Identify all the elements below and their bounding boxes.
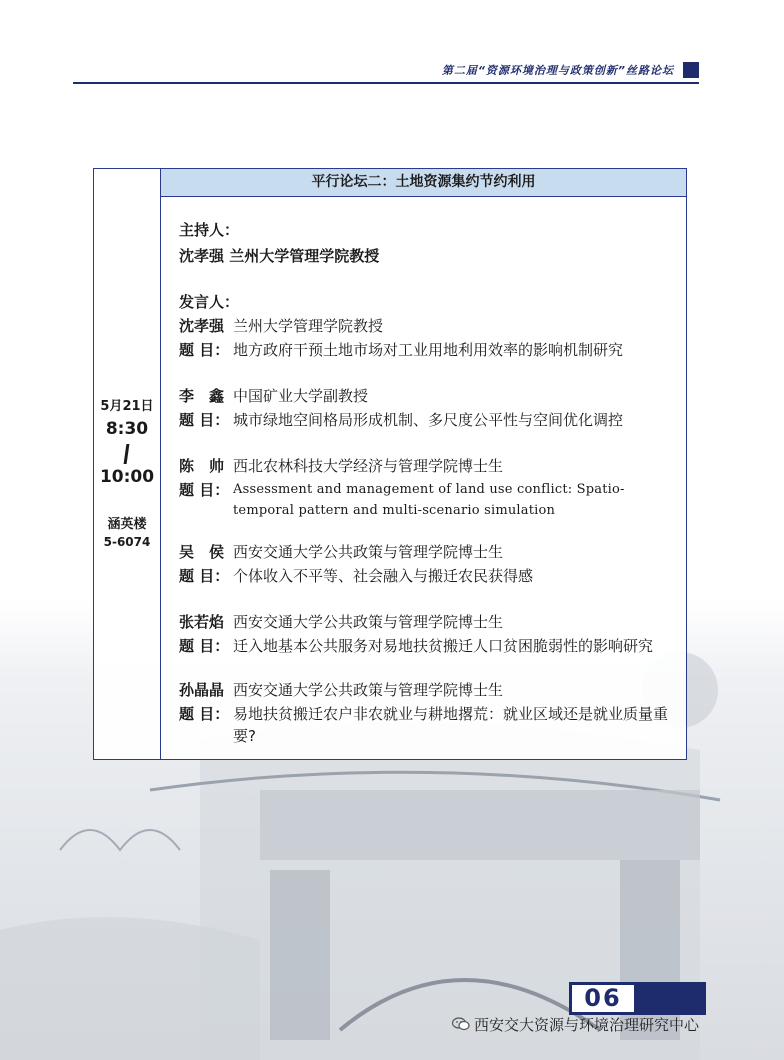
speaker-affiliation: 西安交通大学公共政策与管理学院博士生: [233, 613, 504, 631]
topic-label: 题 目：: [179, 411, 230, 429]
speaker-name: 李 鑫: [179, 387, 225, 405]
host-label: 主持人：: [179, 221, 240, 239]
schedule-table: [93, 168, 687, 760]
header-rule: [73, 82, 699, 84]
wechat-account-name: 西安交大资源与环境治理研究中心: [474, 1016, 700, 1034]
header-title: 第二届“资源环境治理与政策创新”丝路论坛: [441, 64, 674, 77]
time-column: [94, 169, 161, 759]
topic-label: 题 目：: [179, 481, 230, 499]
speaker-affiliation: 中国矿业大学副教授: [233, 387, 369, 405]
speaker-topic: 易地扶贫搬迁农户非农就业与耕地撂荒：就业区域还是就业质量重要?: [233, 705, 669, 745]
speaker-affiliation: 西安交通大学公共政策与管理学院博士生: [233, 543, 504, 561]
host-line: [179, 245, 379, 266]
speaker-name: 沈孝强: [179, 317, 225, 335]
topic-label: 题 目：: [179, 637, 230, 655]
topic-label: 题 目：: [179, 705, 230, 723]
speaker-affiliation: 西北农林科技大学经济与管理学院博士生: [233, 457, 504, 475]
speaker-topic: 地方政府干预土地市场对工业用地利用效率的影响机制研究: [233, 341, 624, 359]
speaker-name: 陈 帅: [179, 457, 225, 475]
speaker-topic: 城市绿地空间格局形成机制、多尺度公平性与空间优化调控: [233, 411, 624, 429]
speaker-affiliation: 兰州大学管理学院教授: [233, 317, 384, 335]
page-number-box: [569, 982, 706, 1015]
speaker-topic: Assessment and management of land use conflict: Spatio-temporal pattern and multi-scenario simulation: [233, 482, 625, 518]
page-number: 06: [572, 985, 634, 1012]
session-start-time: 8:30: [105, 419, 149, 439]
wechat-icon: [452, 1017, 470, 1031]
speaker-name: 张若焰: [179, 613, 225, 631]
host-affiliation: 兰州大学管理学院教授: [229, 247, 380, 265]
host-name: 沈孝强: [179, 247, 225, 265]
session-date: 5月21日: [100, 399, 154, 414]
speaker-affiliation: 西安交通大学公共政策与管理学院博士生: [233, 681, 504, 699]
session-room: 5-6074: [103, 535, 151, 549]
session-venue: 涵英楼: [107, 517, 147, 532]
speaker-name: 吴 侯: [179, 543, 225, 561]
wechat-watermark: [452, 1014, 699, 1035]
topic-label: 题 目：: [179, 341, 230, 359]
speakers-label: 发言人：: [179, 293, 240, 311]
speaker-topic: 迁入地基本公共服务对易地扶贫搬迁人口贫困脆弱性的影响研究: [233, 637, 654, 655]
session-end-time: 10:00: [99, 467, 155, 487]
speaker-name: 孙晶晶: [179, 681, 225, 699]
topic-label: 题 目：: [179, 567, 230, 585]
forum-title: 平行论坛二：土地资源集约节约利用: [161, 169, 686, 197]
speaker-topic: 个体收入不平等、社会融入与搬迁农民获得感: [233, 567, 534, 585]
time-separator: [124, 444, 130, 464]
header-square-mark: [683, 62, 699, 78]
